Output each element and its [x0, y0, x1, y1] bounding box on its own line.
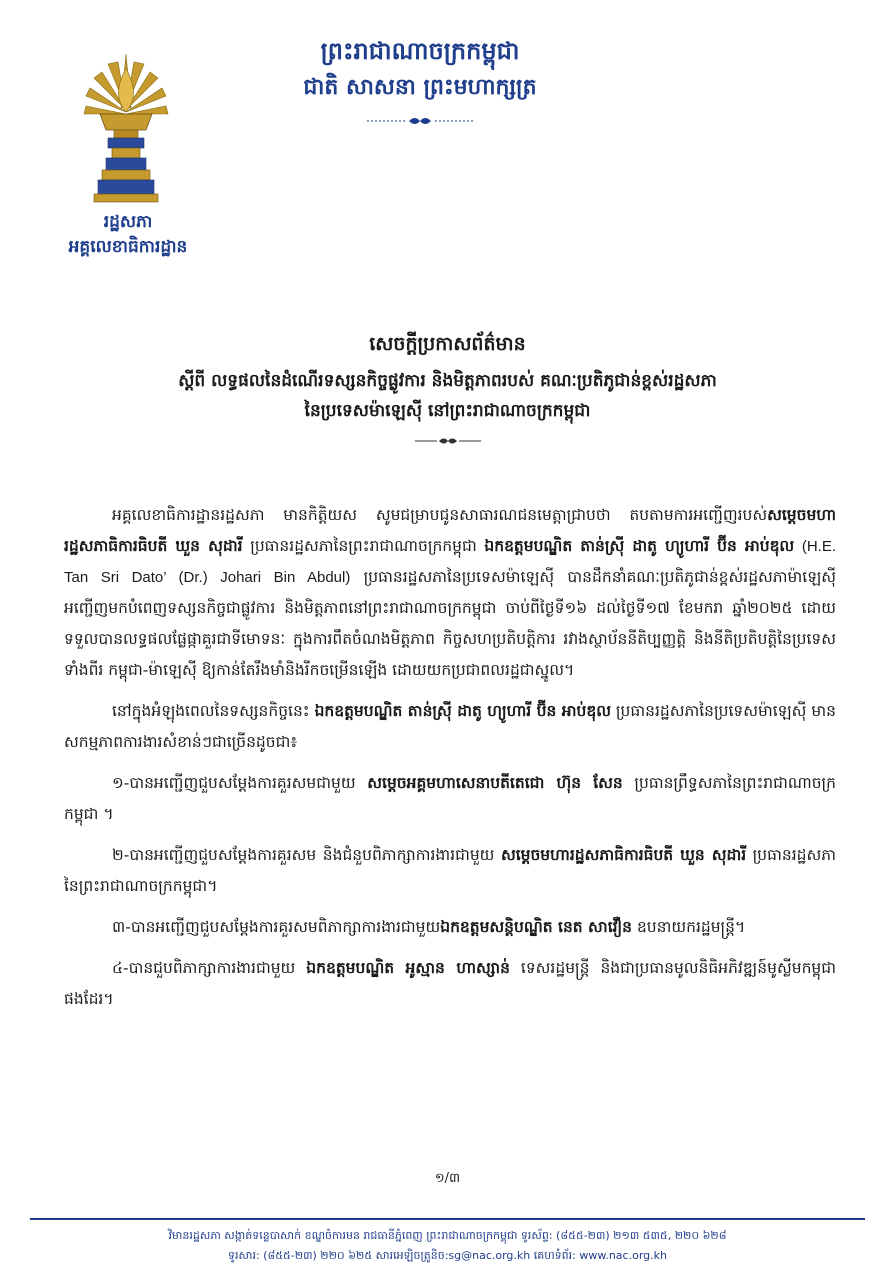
text: ២-បានអញ្ជើញជួបសម្តែងការគួរសម និងជំនួបពិភាក្សាការងារជាមួយ: [112, 846, 501, 864]
text: ឧបនាយករដ្ឋមន្ត្រី។: [632, 918, 746, 936]
announcement-title: [40, 328, 855, 446]
list-item: [64, 840, 836, 902]
text: ៣-បានអញ្ជើញជួបសម្តែងការគួរសមពិភាក្សាការងារជាមួយ: [112, 918, 441, 936]
name-bold: ឯកឧត្តមបណ្ឌិត តាន់ស្រ៊ី ដាតូ ហ្យូហារី ប៊ីន អាប់ឌុល: [484, 537, 795, 555]
text: ៤-បានជួបពិភាក្សាការងារជាមួយ: [112, 959, 307, 977]
list-item: [64, 912, 836, 943]
name-bold: សម្តេចមហារដ្ឋសភាធិការធិបតី ឃួន សុដារី: [64, 506, 836, 555]
announcement-body: [64, 500, 836, 1025]
national-motto: ជាតិ សាសនា ព្រះមហាក្សត្រ: [303, 75, 537, 100]
list-item: [64, 768, 836, 830]
paragraph-intro: [64, 500, 836, 686]
footer-address: វិមានរដ្ឋសភា សង្កាត់ទន្លេបាសាក់ ខណ្ឌចំការមន រាជធានីភ្នំពេញ ព្រះរាជាណាចក្រកម្ពុជា ទូរស័ព្ទ: (៨៥៥-២៣) ២១៣ ៥៣៥, ២២០ ៦២៨: [168, 1229, 727, 1242]
name-bold: ឯកឧត្តមបណ្ឌិត អូស្មាន ហាស្សាន់: [306, 959, 510, 977]
page-number: ១/៣: [434, 1171, 461, 1186]
title-heading: សេចក្តីប្រកាសព័ត៌មាន: [369, 333, 526, 355]
footer-divider: [30, 1218, 865, 1220]
title-line-2: នៃប្រទេសម៉ាឡេស៊ី នៅព្រះរាជាណាចក្រកម្ពុជា: [304, 401, 591, 421]
text: ប្រធានរដ្ឋសភានៃប្រទេសម៉ាឡេស៊ី បានដឹកនាំគណៈប្រតិភូជាន់ខ្ពស់រដ្ឋសភាម៉ាឡេស៊ី អញ្ជើញមកបំពេញទស្សនកិច្ចជាផ្លូវការ និងមិត្តភាពនៅព្រះរាជាណាចក្រកម្ពុជា ចាប់ពីថ្ងៃទី១៦ ដល់ថ្ងៃទី១៧ ខែមករា ឆ្នាំ២០២៥ ដោយទទួលបានលទ្ធផលផ្លែផ្កាគួរជាទីមោទនៈ ក្នុងការពឹតចំណងមិត្តភាព កិច្ចសហប្រតិបត្តិការ រវាងស្ថាប័ននីតិប្បញ្ញត្តិ និងនីតិប្រតិបត្តិនៃប្រទេសទាំងពីរ កម្ពុជា-ម៉ាឡេស៊ី ឱ្យកាន់តែរឹងមាំនិងរីកចម្រើនឡើង ដោយយកប្រជាពលរដ្ឋជាស្នូល។: [64, 568, 836, 679]
name-bold: សម្តេចអគ្គមហាសេនាបតីតេជោ ហ៊ុន សែន: [367, 774, 623, 792]
name-bold: ឯកឧត្តមបណ្ឌិត តាន់ស្រ៊ី ដាតូ ហ្យូហារី ប៊ីន អាប់ឌុល: [314, 702, 611, 720]
footer: [0, 1226, 895, 1266]
text: ប្រធានព្រឹទ្ធសភានៃព្រះរាជាណាចក្រកម្ពុជា ។: [64, 774, 836, 823]
kingdom-header: [270, 34, 570, 128]
text: ទេសរដ្ឋមន្ត្រី និងជាប្រធានមូលនិធិអភិវឌ្ឍន៍មូស្លីមកម្ពុជា ផងដែរ។: [64, 959, 837, 1008]
text: នៅក្នុងអំឡុងពេលនៃទស្សនកិច្ចនេះ: [112, 702, 315, 720]
name-bold: ឯកឧត្តមសន្តិបណ្ឌិត នេត សាវឿន: [440, 918, 632, 936]
latin-name: (H.E. Tan Sri Dato’ (Dr.) Johari Bin Abdul): [64, 538, 836, 586]
ornament-divider-icon: [365, 114, 475, 128]
footer-contact: ទូរសារ: (៨៥៥-២៣) ២២០ ៦២៥ សារអេឡិចត្រូនិច:sg@nac.org.kh គេហទំព័រ: www.nac.org.kh: [228, 1249, 667, 1262]
title-line-1: ស្តីពី លទ្ធផលនៃដំណើរទស្សនកិច្ចផ្លូវការ និងមិត្តភាពរបស់ គណៈប្រតិភូជាន់ខ្ពស់រដ្ឋសភា: [178, 371, 717, 391]
ornament-divider-icon: [413, 436, 483, 446]
paragraph-activities: [64, 696, 836, 758]
text: ១-បានអញ្ជើញជួបសម្តែងការគួរសមជាមួយ: [112, 774, 368, 792]
text: ប្រធានរដ្ឋសភានៃព្រះរាជាណាចក្រកម្ពុជា។: [64, 846, 836, 895]
text: ប្រធានរដ្ឋសភានៃប្រទេសម៉ាឡេស៊ី មានសកម្មភាពការងារសំខាន់ៗជាច្រើនដូចជា៖: [64, 702, 836, 751]
ministry-block: [28, 210, 228, 260]
ministry-name: រដ្ឋសភា: [103, 212, 153, 232]
department-name: អគ្គលេខាធិការដ្ឋាន: [68, 237, 188, 257]
parliament-emblem-icon: [78, 48, 174, 208]
name-bold: សម្តេចមហារដ្ឋសភាធិការធិបតី ឃួន សុដារី: [500, 846, 747, 864]
text: ប្រធានរដ្ឋសភានៃព្រះរាជាណាចក្រកម្ពុជា: [242, 537, 485, 555]
kingdom-name: ព្រះរាជាណាចក្រកម្ពុជា: [320, 37, 520, 65]
text: អគ្គលេខាធិការដ្ឋានរដ្ឋសភា មានកិត្តិយស សូមជម្រាបជូនសាធារណជនមេត្តាជ្រាបថា តបតាមការអញ្ជើញរបស់: [112, 506, 768, 524]
list-item: [64, 953, 836, 1015]
